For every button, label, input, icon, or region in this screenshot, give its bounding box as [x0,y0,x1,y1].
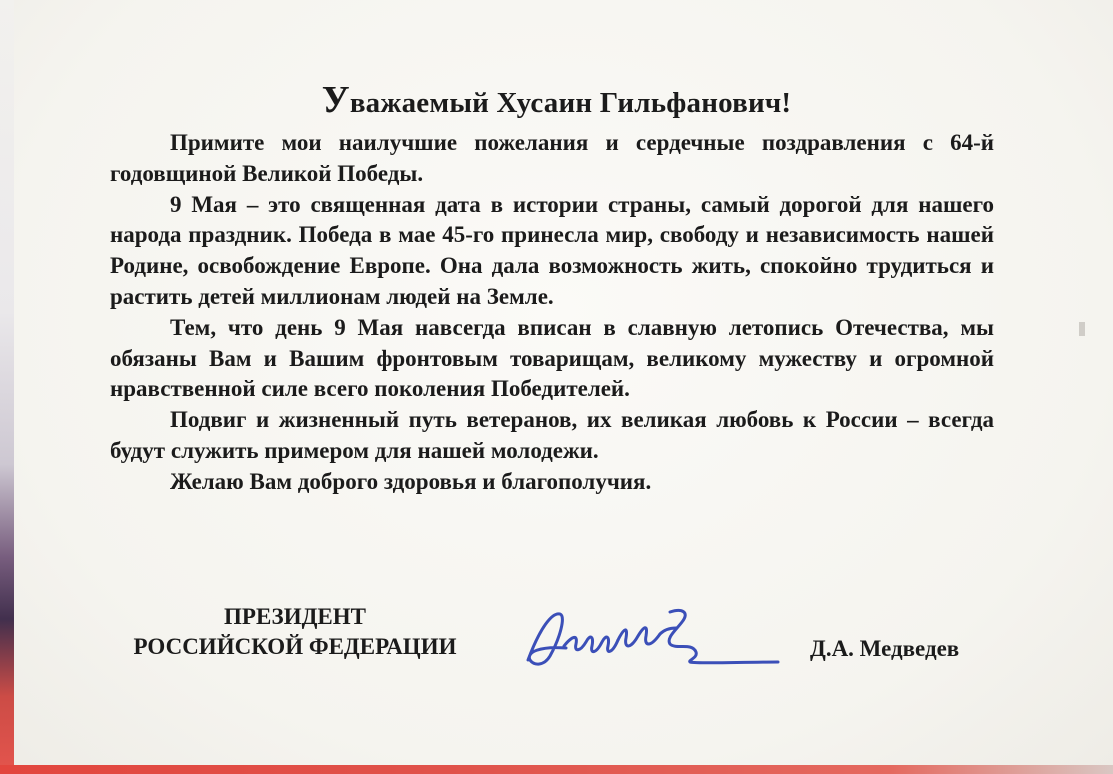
paragraph-5: Желаю Вам доброго здоровья и благополучия. [170,468,652,494]
paper-mark [1079,322,1085,336]
signatory-title [110,602,480,662]
paragraph-1: Примите мои наилучшие пожелания и сердечные поздравления с 64-й годовщиной Великой Победы. [110,130,994,186]
paragraph-3: Тем, что день 9 Мая навсегда вписан в славную летопись Отечества, мы обязаны Вам и Вашим фронтовым товарищам, великому мужеству и огромной нравственной силе всего поколения Победителей. [110,314,994,402]
salutation [0,78,1113,122]
salutation-text: важаемый Хусаин Гильфанович! [349,87,792,119]
salutation-initial: У [321,79,350,121]
paragraph-2: 9 Мая – это священная дата в истории страны, самый дорогой для нашего народа праздник. Победа в мае 45-го принесла мир, свободу и независимость нашей Родине, освобождение Европе. Она дала возможность жить, спокойно трудиться и растить детей миллионам людей на Земле. [110,191,994,309]
signatory-title-line1: ПРЕЗИДЕНТ [224,604,366,629]
flag-edge-bottom [0,765,1113,774]
letter-body [110,128,994,498]
signatory-title-line2: РОССИЙСКОЙ ФЕДЕРАЦИИ [133,634,457,659]
handwritten-signature [520,598,785,678]
signatory-name: Д.А. Медведев [810,636,960,661]
paragraph-4: Подвиг и жизненный путь ветеранов, их великая любовь к России – всегда будут служить примером для нашей молодежи. [110,407,994,463]
